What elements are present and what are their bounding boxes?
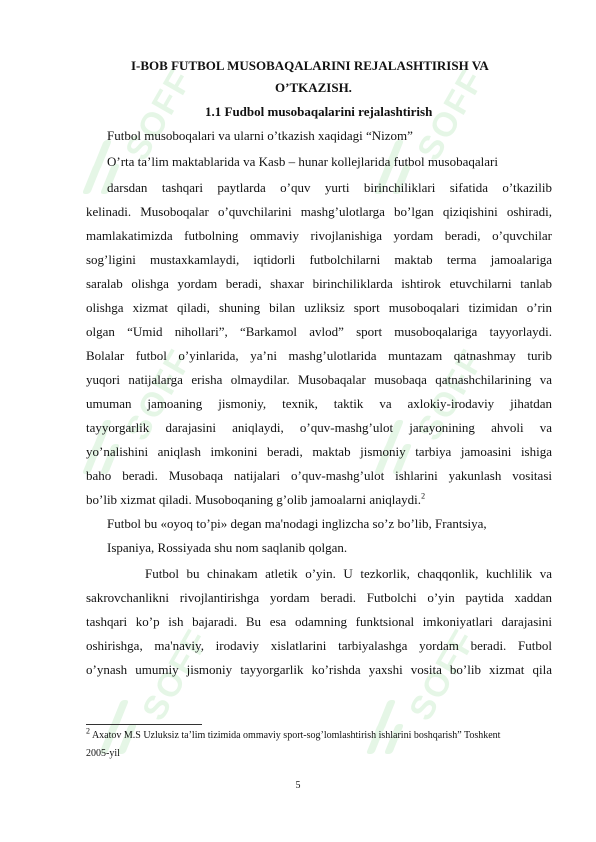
body-line: yo’nalishini aniqlash imkonini beradi, maktab jismoniy tarbiya jamoasini ishiga — [86, 444, 552, 459]
body-line: tashqari ko’p ish bajaradi. Bu esa odamning funktsional imkoniyatlari darajasini — [86, 614, 552, 629]
chapter-title: I-BOB FUTBOL MUSOBAQALARINI REJALASHTIRISH VA — [131, 58, 489, 73]
footnote-line — [86, 726, 501, 741]
body-line: olishga xizmat qiladi, shuning bilan uzliksiz sport musoboqalari tizimidan o’rin — [86, 300, 552, 315]
page-number: 5 — [295, 780, 301, 791]
body-line: baho beradi. Musobaqa natijalari o’quv-mashg’ulot ishlarini yakunlash vositasi — [86, 468, 552, 483]
body-line-with-footnote — [86, 492, 552, 508]
body-line: saralab olishga yordam beradi, shaxar birinchiliklarda ishtirok etuvchilarni tanlab — [86, 276, 552, 291]
body-line: Futbol bu chinakam atletik o’yin. U tezkorlik, chaqqonlik, kuchlilik va — [145, 566, 552, 581]
body-line: Futbol musoboqalari va ularni o’tkazish xaqidagi “Nizom” — [107, 128, 413, 143]
body-line: darsdan tashqari paytlarda o’quv yurti birinchiliklari sifatida o’tkazilib — [107, 180, 552, 195]
footnote-mark: 2 — [86, 726, 90, 736]
section-title: 1.1 Fudbol musobaqalarini rejalashtirish — [205, 104, 433, 119]
body-line: Bolalar futbol o’yinlarida, ya’ni mashg’ulotlarida muntazam qatnashmay turib — [86, 348, 552, 363]
body-line: olgan “Umid nihollari”, “Barkamol avlod” sport musoboqalariga tayyorlaydi. — [86, 324, 552, 339]
body-line-text: bo’lib xizmat qiladi. Musoboqaning g’olib jamoalarni aniqlaydi. — [86, 492, 422, 507]
body-line: Ispaniya, Rossiyada shu nom saqlanib qolgan. — [107, 540, 348, 555]
body-line: umuman jamoaning jismoniy, texnik, taktik va axlokiy-irodaviy jihatdan — [86, 396, 552, 411]
body-line: oshirishga, ma'naviy, irodaviy xislatlarini tarbiyalashga yordam beradi. Futbol — [86, 638, 552, 653]
body-line: sog’ligini mustaxkamlaydi, iqtidorli futbolchilarni maktab terma jamoalariga — [86, 252, 552, 267]
body-line: o’ynash umumiy jismoniy tayyorgarlik ko’rishda yaxshi vosita bo’lib xizmat qila — [86, 662, 552, 677]
body-line: yuqori natijalarga erisha olmaydilar. Musobaqalar musobaqa qatnashchilarining va — [86, 372, 552, 387]
body-line: O’rta ta’lim maktablarida va Kasb – hunar kollejlarida futbol musobaqalari — [107, 154, 498, 169]
chapter-title-continued: O’TKAZISH. — [275, 80, 352, 95]
body-line: tayyorgarlik darajasini aniqlaydi, o’quv-mashg’ulot jarayonining ahvoli va — [86, 420, 552, 435]
body-line: Futbol bu «oyoq to’pi» degan ma'nodagi inglizcha so’z bo’lib, Frantsiya, — [107, 516, 487, 531]
body-line: sakrovchanlikni rivojlantirishga yordam beradi. Futbolchi o’yin paytida xaddan — [86, 590, 552, 605]
body-line: mamlakatimizda futbolning ommaviy rivojlanishiga yordam beradi, o’quvchilar — [86, 228, 552, 243]
footnote-line: 2005-yil — [86, 748, 120, 759]
body-line: kelinadi. Musoboqalar o’quvchilarini mashg’ulotlarga bo’lgan qiziqishini oshiradi, — [86, 204, 552, 219]
footnote-text: Axatov M.S Uzluksiz ta’lim tizimida ommaviy sport-sog’lomlashtirish ishlarini boshqarish” Toshkent — [90, 730, 501, 741]
footnote-reference[interactable]: 2 — [421, 491, 426, 501]
footnote-separator — [86, 724, 202, 725]
